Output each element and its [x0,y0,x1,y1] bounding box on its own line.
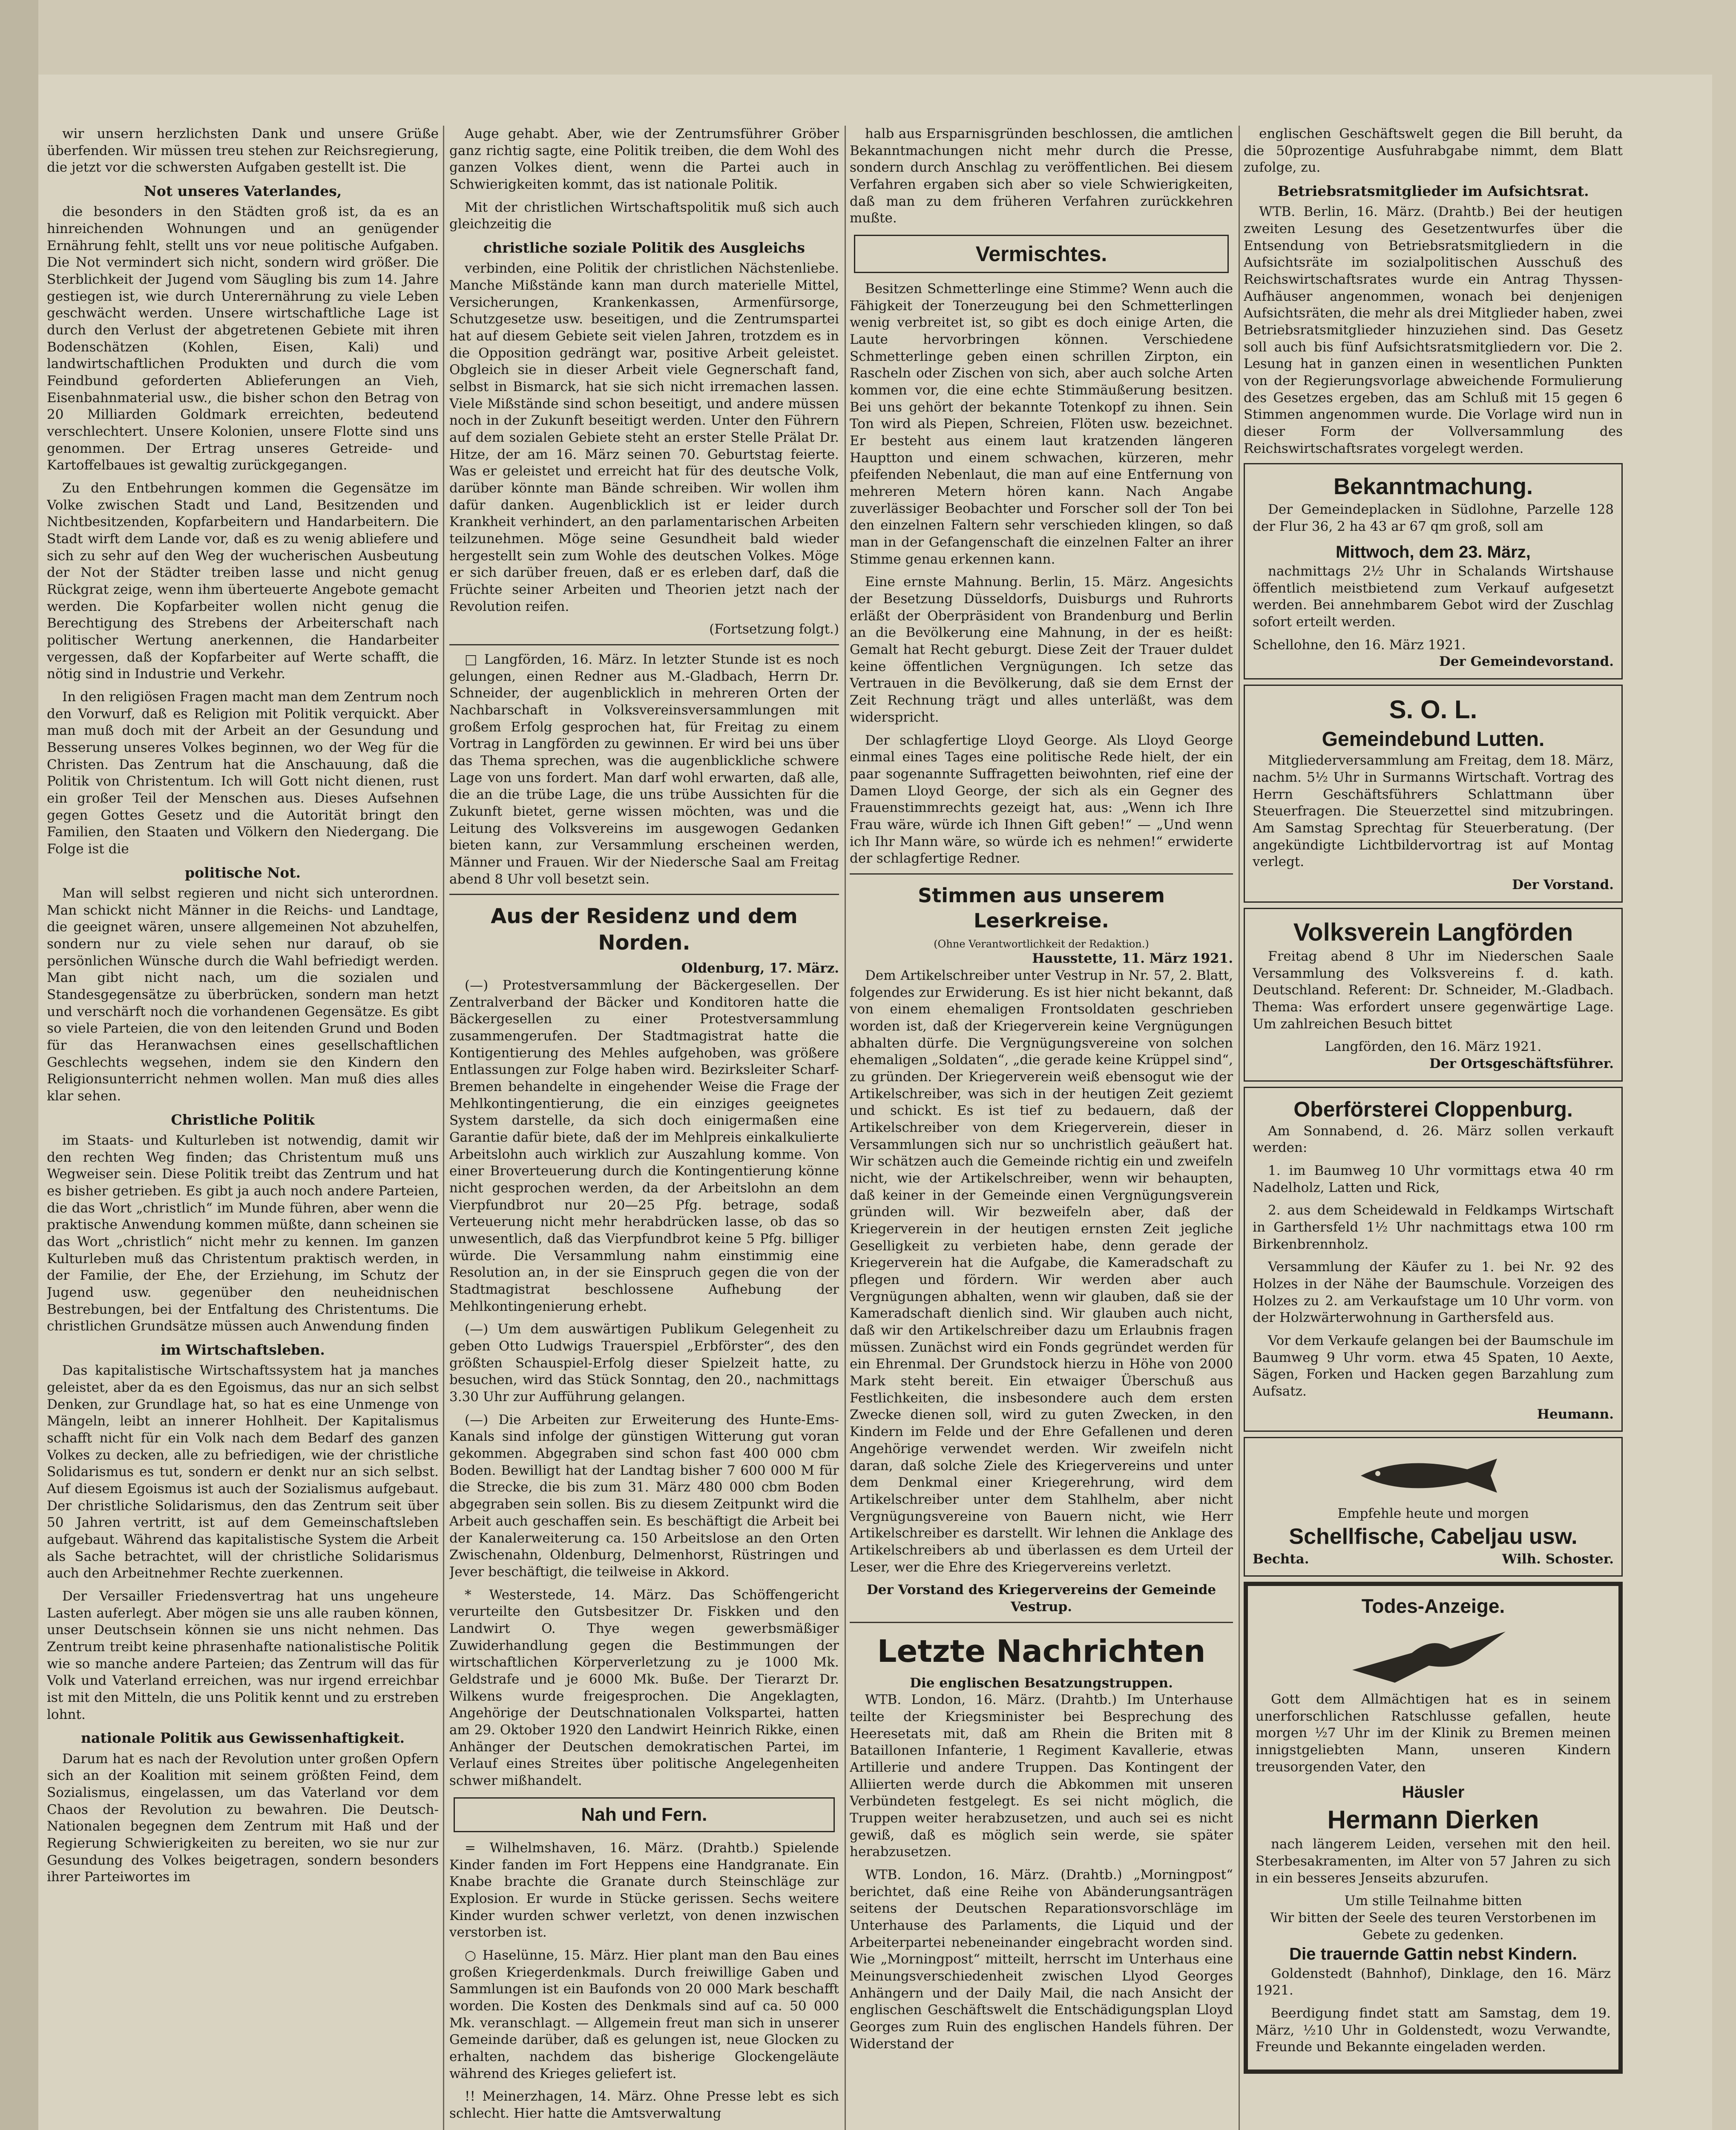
disclaimer: (Ohne Verantwortlichkeit der Redaktion.) [934,938,1149,950]
divider [850,873,1233,875]
column-4 [1244,126,1623,2130]
paragraph: Dem Artikelschreiber unter Vestrup in Nr. 57, 2. Blatt, folgendes zur Erwiderung. Es ist hier nicht bekannt, daß von einem ehemaligen Frontsoldaten geschrieben worden ist, daß der Kriegerverein keine Vergnügungen abhalten dürfe. Die Vergnügungsvereine von solchen ehemaligen „Soldaten“, „die gerade keine Krüppel sind“, zu gründen. Der Kriegerverein weiß ebensogut wie der Artikelschreiber, was sich in der heutigen Zeit geziemt und schickt. Es ist tief zu bedauern, daß der Artikelschreiber von dem Kriegerverein, dieser in Versammlungen sich nur so unchristlich geäußert hat. Wir schätzen auch die Gemeinde richtig ein und zweifeln nicht, wie der Artikelschreiber, wenn wir behaupten, daß keiner in der Gemeinde einen Vergnügungsverein gründen will. Wir bezweifeln aber, daß der Kriegerverein in der heutigen ernsten Zeit jegliche Geselligkeit zu verbieten habe, denn gerade der Kriegerverein hat die Aufgabe, die Kameradschaft zu pflegen und fördern. Wir werden aber auch Vergnügungen abhalten, wenn wir glauben, daß sie der Kameradschaft dienlich sind. Wir glauben auch nicht, daß wir den Artikelschreiber dazu um Erlaubnis fragen müssen. Zunächst wird ein Fonds gegründet werden für ein Ehrenmal. Der Grundstock hierzu in Höhe von 2000 Mark steht bereit. Ein etwaiger Überschuß aus Festlichkeiten, die insbesondere auch dem ersten Zwecke dienen soll, wird zu guten Zwecken, in den Kindern im Felde und der Ehre Gefallenen und deren Angehörige verwendet werden. Wir zweifeln nicht daran, daß solche Ziele des Kriegervereins und unter dem Denkmal einer Kriegerehrung, wird dem Artikelschreiber unter dem Stahlhelm, aber nicht Vergnügungsvereine von Bauern nicht, wie Herr Artikelschreiber es darstellt. Wir lehnen die Anklage des Artikelschreibers ab und überlassen es dem Urteil der Leser, wer die Ehre des Kriegervereins verletzt. [850,968,1233,1575]
ad-footer [1253,1551,1614,1568]
divider [449,644,839,645]
paragraph: Mit der christlichen Wirtschaftspolitik muß sich auch gleichzeitig die [449,199,839,232]
ad-title: Bekanntmachung. [1333,474,1533,500]
section-title-vermischtes: Vermischtes. [854,235,1229,273]
section-heading: politische Not. [185,864,301,881]
paragraph: englischen Geschäftswelt gegen die Bill beruht, da die 50prozentige Ausfuhrabgabe nimmt, dem Blatt zufolge, zu. [1244,126,1623,176]
paragraph: * Westerstede, 14. März. Das Schöffengericht verurteilte den Gutsbesitzer Dr. Fiskken und den Landwirt O. Thye wegen gewerbsmäßiger Zuwiderhandlung gegen die Bestimmungen der wirtschaftlichen Körperverletzung zu je 1000 Mk. Geldstrafe und je 6000 Mk. Buße. Der Tierarzt Dr. Wilkens wurde freigesprochen. Die Angeklagten, Angehörige der Deutschnationalen Volkspartei, hatten am 29. Oktober 1920 den Landwirt Heinrich Rikke, einen Anhänger der Deutschen demokratischen Partei, im Verlauf eines Streites über politische Angelegenheiten schwer mißhandelt. [449,1587,839,1788]
ad-text: nachmittags 2½ Uhr in Schalands Wirtshause öffentlich meistbietend zum Verkauf aufgesetzt werden. Bei annehmbarem Gebot wird der Zuschlag sofort erteilt werden. [1253,563,1614,630]
paragraph: ○ Haselünne, 15. März. Hier plant man den Bau eines großen Kriegerdenkmals. Durch freiwillige Gaben und Sammlungen ist ein Baufonds von 20 000 Mark beschafft worden. Die Kosten des Denkmals sind auf ca. 50 000 Mk. veranschlagt. — Allgemein freut man sich in unserer Gemeinde darüber, daß es gelungen ist, neue Glocken zu erhalten, nachdem das bisherige Glockengeläute während des Krieges geliefert ist. [449,1947,839,2081]
ad-text: Vor dem Verkaufe gelangen bei der Baumschule im Baumweg 9 Uhr vorm. etwa 45 Spaten, 10 Aexte, Sägen, Forken und Hacken gegen Barzahlung zum Aufsatz. [1253,1333,1614,1399]
newspaper-page [38,75,1712,2130]
paragraph: Auge gehabt. Aber, wie der Zentrumsführer Gröber ganz richtig sagte, eine Politik treiben, die dem Wohl des ganzen Volkes dient, wenn die Partei auch in Schwierigkeiten kommt, das ist nationale Politik. [449,126,839,193]
ad-text: nach längerem Leiden, versehen mit den heil. Sterbesakramenten, im Alter von 57 Jahren zu sich in ein besseres Jenseits abzurufen. [1256,1836,1611,1886]
continuation-note: (Fortsetzung folgt.) [709,622,839,637]
section-heading: nationale Politik aus Gewissenhaftigkeit. [81,1730,405,1747]
ad-oberfoersterei [1244,1087,1623,1432]
section-heading: christliche soziale Politik des Ausgleichs [483,239,805,256]
ad-item: 2. aus dem Scheidewald in Feldkamps Wirtschaft in Garthersfeld 1½ Uhr nachmittags etwa 100 rm Birkenbrennholz. [1253,1203,1614,1252]
column-1 [47,126,439,2130]
divider [850,1622,1233,1623]
ad-fish [1244,1437,1623,1577]
paragraph: WTB. London, 16. März. (Drahtb.) Im Unterhause teilte der Kriegsminister bei Besprechung des Heeresetats mit, daß am Rhein die Briten mit 8 Bataillonen Infanterie, 1 Regiment Kavallerie, etwas Artillerie und andere Truppen. Das Kontingent der Alliierten werde durch die Abkommen mit unseren Verbündeten festgelegt. Es sei nicht möglich, die Truppen weiter herabzusetzen, und auch sei es nicht gewiß, daß es möglich sein werde, sie später herabzusetzen. [850,1692,1233,1860]
paragraph: In den religiösen Fragen macht man dem Zentrum noch den Vorwurf, daß es Religion mit Politik verquickt. Aber man muß doch mit der Arbeit an der Gesundung und Besserung unseres Volkes beginnen, wo der Weg für die Christen. Das Zentrum hat die Anschauung, daß die Politik von Christentum. Ich will Gott nicht dienen, rust ein großer Teil der Menschen aus. Dieses Aufsehnen gegen Gottes Gesetz und die Autorität bringt den Familien, den Staaten und Völkern den Niedergang. Die Folge ist die [47,689,439,857]
ad-place: Langförden, den 16. März 1921. [1325,1039,1542,1055]
divider [449,894,839,895]
paragraph: Man will selbst regieren und nicht sich unterordnen. Man schickt nicht Männer in die Reichs- und Landtage, die geeignet wären, unsere allgemeinen Not abzuhelfen, sondern nur zu viele sehen nur darauf, ob sie persönlichen Wünsche durch die Wahl befriedigt werden. Man gibt nicht nach, um die sozialen und Standesgegensätze zu überbrücken, sondern man hetzt und verschärft noch die vorhandenen Gegensätze. Es gibt so viele Parteien, die von den leitenden Grund und Boden für das Heranwachsen eines gesellschaftlichen Geschlechts wegsehen, indem sie den Kindern den Religionsunterricht nehmen wollen. Man muß dies alles klar sehen. [47,886,439,1104]
paragraph: Zu den Entbehrungen kommen die Gegensätze im Volke zwischen Stadt und Land, Besitzenden und Nichtbesitzenden, Kopfarbeitern und Handarbeitern. Die Stadt wirft dem Lande vor, daß es zu wenig abliefere und sich zu sehr auf den Weg der wucherischen Ausbeutung der Not der Städter treiben lasse und nicht genug Rückgrat zeige, wenn ihm überteuerte Angebote gemacht werden. Die Kopfarbeiter wollen nicht genug die Berechtigung des Strebens der Arbeiterschaft nach politischer Wertung anerkennen, die Handarbeiter vergessen, daß der Kopfarbeiter auf Werte schafft, die nötig sind in Industrie und Verkehr. [47,481,439,682]
ad-gemeindebund [1244,685,1623,903]
paragraph: verbinden, eine Politik der christlichen Nächstenliebe. Manche Mißstände kann man durch materielle Mittel, Versicherungen, Krankenkassen, Armenfürsorge, Schutzgesetze usw. beseitigen, und die Zentrumspartei hat auf diesem Gebiete seit vielen Jahren, trotzdem es in die Opposition gedrängt war, positive Arbeit geleistet. Obgleich sie in dieser Arbeit viele Gegnerschaft fand, selbst in Bismarck, hat sie sich nicht irremachen lassen. Viele Mißstände sind schon beseitigt, und andere müssen noch in der Zukunft beseitigt werden. Unter den Führern auf dem sozialen Gebiete steht an erster Stelle Prälat Dr. Hitze, der am 16. März seinen 70. Geburtstag feierte. Was er geleistet und erreicht hat für des deutsche Volk, darüber könnte man Bände schreiben. Wir wollen ihm dafür danken. Augenblicklich ist er leider durch Krankheit verhindert, an den parlamentarischen Arbeiten teilzunehmen. Möge seine Gesundheit bald wieder hergestellt sein zum Wohle des deutschen Volkes. Möge er sich darüber freuen, daß er es erleben darf, daß die Früchte seiner Arbeiten und Theorien jetzt nach der Revolution reifen. [449,261,839,614]
section-title-leserkreise: Stimmen aus unserem Leserkreise. [918,884,1165,932]
paragraph: die besonders in den Städten groß ist, da es an hinreichenden Wohnungen und an genügender Ernährung fehlt, stellt uns vor neue politische Aufgaben. Die Not vermindert sich nicht, sondern wird größer. Die Sterblichkeit der Jugend vom Säugling bis zum 14. Jahre gestiegen ist, wie durch Unterernährung zu viele Leben geschwächt werden. Unsere wirtschaftliche Lage ist durch den Verlust der abgetretenen Gebiete mit ihren Bodenschätzen (Kohlen, Eisen, Kali) und landwirtschaftlichen Produkten und durch die vom Feindbund geforderten Ablieferungen an Vieh, Eisenbahnmaterial usw., die bisher schon den Betrag von 20 Milliarden Goldmark erreichten, bedeutend verschlechtert. Unsere Kolonien, unsere Flotte sind uns genommen. Der Ertrag unseres Getreide- und Kartoffelbaues ist gewaltig zurückgegangen. [47,204,439,473]
ad-text: Freitag abend 8 Uhr im Niederschen Saale Versammlung des Volksvereins f. d. kath. Deutschland. Referent: Dr. Schneider, M.-Gladbach. Thema: Was erfordert unsere gegenwärtige Lage. Um zahlreichen Besuch bittet [1253,948,1614,1032]
ad-text: Beerdigung findet statt am Samstag, dem 19. März, ½10 Uhr in Goldenstedt, wozu Verwandte, Freunde und Bekannte eingeladen werden. [1256,2005,1611,2055]
ad-title: Oberförsterei Cloppenburg. [1293,1097,1573,1121]
ad-sign: Die trauernde Gattin nebst Kindern. [1289,1945,1577,1964]
paragraph: (—) Die Arbeiten zur Erweiterung des Hunte-Ems-Kanals sind infolge der günstigen Witterung gut voran gekommen. Abgegraben sind schon fast 400 000 cbm Boden. Bewilligt hat der Landtag bisher 7 600 000 M für die Strecke, die bis zum 31. März 480 000 cbm Boden abgegraben sein sollen. Bis zu diesem Zeitpunkt wird die Arbeit auch geschaffen sein. Es beschäftigt die Arbeit bei der Kanalerweiterung ca. 150 Arbeitslose an den Orten Zwischenahn, Oldenburg, Delmenhorst, Rüstringen und Jever beschäftigt, die teilweise in Akkord. [449,1412,839,1580]
ad-sign: Der Vorstand. [1512,877,1614,892]
ad-text: Der Gemeindeplacken in Südlohne, Parzelle 128 der Flur 36, 2 ha 43 ar 67 qm groß, soll am [1253,502,1614,535]
column-rule [443,126,444,2130]
section-title-letzte-nachrichten: Letzte Nachrichten [877,1633,1206,1669]
dove-illustration [1344,1623,1523,1687]
ad-place: Schellohne, den 16. März 1921. [1253,637,1466,653]
subheading: Die englischen Besatzungstruppen. [910,1675,1173,1691]
column-3 [850,126,1233,2130]
ad-place: Bechta. [1253,1551,1309,1567]
ad-place: Goldenstedt (Bahnhof), Dinklage, den 16. März 1921. [1256,1966,1611,1998]
ad-todesanzeige [1244,1582,1623,2074]
ad-text: Empfehle heute und morgen [1337,1506,1529,1522]
ad-text: Am Sonnabend, d. 26. März sollen verkauft werden: [1253,1123,1614,1156]
ad-volksverein [1244,908,1623,1082]
ad-title: Todes-Anzeige. [1361,1595,1505,1618]
paragraph: Darum hat es nach der Revolution unter großen Opfern sich an der Koalition mit seinem größten Feind, dem Sozialismus, eingelassen, um das Vaterland vor dem Chaos der Revolution zu bewahren. Die Deutsch-Nationalen begegnen dem Zentrum mit Haß und der Regierung Schwierigkeiten zu bereiten, wo sie nur zur Gesundung des Volkes beigetragen, sondern besonders ihrer Parteiwortes im [47,1751,439,1885]
neighbor-page-spine [0,0,38,2130]
ad-text: Gott dem Allmächtigen hat es in seinem unerforschlichen Ratschlusse gefallen, heute morgen ½7 Uhr im der Klinik zu Bremen meinen innigstgeliebten Mann, unseren Kindern treusorgenden Vater, den [1256,1692,1611,1775]
paragraph: Eine ernste Mahnung. Berlin, 15. März. Angesichts der Besetzung Düsseldorfs, Duisburgs und Ruhrorts erläßt der Oberpräsident von Brandenburg und Berlin an die Bevölkerung eine Mahnung, in der es heißt: Gemalt hat Recht geburgt. Diese Zeit der Trauer duldet keine öffentlichen Vergnügungen. Ich setze das Vertrauen in die Bevölkerung, daß sie dem Ernst der Zeit Rechnung trägt und alles unterläßt, was dem widerspricht. [850,574,1233,725]
paragraph: WTB. Berlin, 16. März. (Drahtb.) Bei der heutigen zweiten Lesung des Gesetzentwurfes über die Entsendung von Betriebsratsmitgliedern in die Aufsichtsräte im sozialpolitischen Ausschuß des Reichswirtschaftsrates wurde ein Antrag Thyssen-Aufhäuser angenommen, wonach bei denjenigen Aufsichtsräten, die mehr als drei Mitglieder haben, zwei Betriebsratsmitglieder hinzuziehen sind. Das Gesetz soll auch bis fünf Aufsichtsratsmitgliedern vor. Die 2. Lesung hat in ganzen einen in wesentlichen Punkten von der Regierungsvorlage abweichende Formulierung des Gesetzes ergeben, das am Schluß mit 15 gegen 6 Stimmen angenommen wurde. Die Vorlage wird nun in dieser Form der Vollversammlung des Reichswirtschaftsrates vorgelegt werden. [1244,204,1623,456]
section-heading: im Wirtschaftsleben. [161,1341,325,1359]
ad-text: Wir bitten der Seele des teuren Verstorbenen im Gebete zu gedenken. [1270,1910,1596,1943]
paragraph: □ Langförden, 16. März. In letzter Stunde ist es noch gelungen, einen Redner aus M.-Gladbach, Herrn Dr. Schneider, der augenblicklich in mehreren Orten der Nachbarschaft in Volksvereinsversammlungen mit großem Erfolg gesprochen hat, für Freitag zu einem Vortrag in Langförden zu gewinnen. Er wird bei uns über das Thema sprechen, was die augenblickliche schwere Lage von uns fordert. Man darf wohl erwarten, daß alle, die an die trübe Lage, die uns trübe Aussichten für die Zukunft bietet, gerne wissen möchten, was und die Leitung des Volksvereins im ausgewogen Gedanken bieten kann, zur Versammlung erscheinen werden, Männer und Frauen. Wir der Niedersche Saal am Freitag abend 8 Uhr voll besetzt sein. [449,652,839,887]
ad-item: 1. im Baumweg 10 Uhr vormittags etwa 40 rm Nadelholz, Latten und Rick, [1253,1163,1614,1195]
paragraph: Besitzen Schmetterlinge eine Stimme? Wenn auch die Fähigkeit der Tonerzeugung bei den Schmetterlingen wenig verbreitet ist, so gibt es doch einige Arten, die Laute hervorbringen können. Verschiedene Schmetterlinge geben einen schrillen Zirpton, ein Rascheln oder Zischen von sich, aber auch solche Arten kommen vor, die eine echte Stimmäußerung besitzen. Bei uns gehört der bekannte Totenkopf zu ihnen. Sein Ton wird als Piepen, Schreien, Flöten usw. bezeichnet. Er besteht aus einem laut kratzenden längeren Hauptton und einem schwachen, kürzeren, mehr pfeifenden Nebenlaut, die man auf eine Entfernung von mehreren Metern hören kann. Nach Angabe zuverlässiger Beobachter und Forscher soll der Ton bei den einzelnen Faltern sehr verschieden klingen, so daß man in der Gefangenschaft die einzelnen Falter an ihrer Stimme genau erkennen kann. [850,281,1233,567]
section-title-residenz: Aus der Residenz und dem Norden. [491,904,798,955]
ad-label: Häusler [1402,1783,1465,1802]
fish-illustration [1352,1450,1514,1501]
column-rule [1239,126,1240,2130]
ad-title: Gemeindebund Lutten. [1322,728,1545,751]
paragraph: im Staats- und Kulturleben ist notwendig, damit wir den rechten Weg finden; das Christentum muß uns Wegweiser sein. Diese Politik treibt das Zentrum und hat es bisher getrieben. Es gibt ja auch noch andere Parteien, die das Wort „christlich“ im Munde führen, aber wenn die praktische Anwendung kommen müßte, dann scheinen sie das Wort „christlich“ nicht mehr zu kennen. Im ganzen Kulturleben muß das Christentum praktisch werden, in der Familie, der Ehe, der Erziehung, im Schutz der Jugend usw. gegenüber den neuheidnischen Bestrebungen, bei der Entfaltung des Christentums. Die christlichen Grundsätze müssen auch Anwendung finden [47,1132,439,1334]
ad-title: Schellfische, Cabeljau usw. [1289,1524,1578,1549]
paragraph: wir unsern herzlichsten Dank und unsere Grüße überfenden. Wir müssen treu stehen zur Reichsregierung, die jetzt vor die schwersten Aufgaben gestellt ist. Die [47,126,439,176]
dateline: Oldenburg, 17. März. [681,961,839,976]
paragraph: = Wilhelmshaven, 16. März. (Drahtb.) Spielende Kinder fanden im Fort Heppens eine Handgranate. Ein Knabe brachte die Granate durch Steinschläge zur Explosion. Er wurde in Stücke gerissen. Sechs weitere Kinder wurden schwer verletzt, von denen inzwischen verstorben ist. [449,1840,839,1940]
ad-text: Mitgliederversammlung am Freitag, dem 18. März, nachm. 5½ Uhr in Surmanns Wirtschaft. Vortrag des Herrn Geschäftsführers Schlattmann über Steuerfragen. Die Steuerzettel sind mitzubringen. Am Samstag Sprechtag für Steuerberatung. (Der angekündigte Lichtbildervortrag ist auf Montag verlegt. [1253,753,1614,870]
section-heading: Christliche Politik [171,1111,315,1128]
column-rule [845,126,846,2130]
paragraph: WTB. London, 16. März. (Drahtb.) „Morningpost“ berichtet, daß eine Reihe von Abänderungsanträgen seitens der Deutschen Reparationsvorschläge im Unterhause des Parlaments, die Liquid und der Arbeiterpartei nebeneinander eingebracht worden sind. Wie „Morningpost“ mitteilt, herrscht im Unterhaus eine Meinungsverschiedenheit zwischen Llyod Georges Anhängern und der Daily Mail, die nach Ansicht der englischen Geschäftswelt die Entschädigungsplan Lloyd Georges zum Ruin des englischen Handels führen. Der Widerstand der [850,1867,1233,2052]
ad-sign: Wilh. Schoster. [1502,1551,1614,1567]
dateline: Hausstette, 11. März 1921. [1032,951,1233,967]
section-title-nah-und-fern: Nah und Fern. [454,1797,835,1832]
ad-name: Hermann Dierken [1327,1805,1539,1834]
paragraph: (—) Protestversammlung der Bäckergesellen. Der Zentralverband der Bäcker und Konditoren hatte die Bäckergesellen zu einer Protestversammlung zusammengerufen. Der Stadtmagistrat hatte die Kontigentierung des Mehles aufgehoben, was größere Entlassungen zur Folge haben wird. Bezirksleiter Scharf-Bremen behandelte in eingehender Weise die Frage der Mehlkontingentierung, die ein einziges geeignetes System darstelle, da sich doch einigermaßen eine Garantie dafür biete, daß der im Mehlpreis einkalkulierte Arbeitslohn auch wirklich zur Auszahlung komme. Von einer Broverteuerung durch die Kontingentierung könne nicht gesprochen werden, da der Arbeitslohn an dem Vierpfundbrot nur 20—25 Pfg. betrage, sodaß Verteuerung nicht mehr herabdrücken lasse, ob das so unwesentlich, daß das Vierpfundbrot keine 5 Pfg. billiger würde. Die Versammlung nahm einstimmig eine Resolution an, in der sie Einspruch gegen die von der Stadtmagistrat beschlossene Aufhebung der Mehlkontingenierung erhebt. [449,978,839,1314]
paragraph: Das kapitalistische Wirtschaftssystem hat ja manches geleistet, aber da es den Egoismus, das nur an sich selbst Denken, zur Grundlage hat, so hat es eine Unmenge von Mängeln, leibt an innerer Hohlheit. Der Kapitalismus schafft nicht für ein Volk nach dem Bedarf des ganzen Volkes zu decken, alle zu befriedigen, wie der christliche Solidarismus es tut, sondern er denkt nur an sich selbst. Auf diesem Egoismus ist auch der Sozialismus aufgebaut. Der christliche Solidarismus, den das Zentrum seit über 50 Jahren vertritt, ist auf dem Gemeinschaftsleben aufgebaut. Während das kapitalistische System die Arbeit als Sache betrachtet, will der christliche Solidarismus auch den Arbeitnehmer Rechte zuerkennen. [47,1363,439,1581]
paragraph: !! Meinerzhagen, 14. März. Ohne Presse lebt es sich schlecht. Hier hatte die Amtsverwaltung [449,2089,839,2121]
ad-text: Versammlung der Käufer zu 1. bei Nr. 92 des Holzes in der Nähe der Baumschule. Vorzeigen des Holzes zu 2. am Verkaufstage um 10 Uhr vorm. von der Holzwärterwohnung in Garthersfeld aus. [1253,1259,1614,1326]
ad-date: Mittwoch, dem 23. März, [1336,542,1531,561]
column-2 [449,126,839,2130]
ad-sign: Heumann. [1537,1406,1614,1422]
ad-sign: Der Ortsgeschäftsführer. [1429,1056,1614,1071]
ad-text: Um stille Teilnahme bitten [1344,1893,1522,1909]
section-heading: Betriebsratsmitglieder im Aufsichtsrat. [1277,183,1589,200]
signature: Der Vorstand des Kriegervereins der Gemeinde Vestrup. [866,1582,1216,1615]
paragraph: (—) Um dem auswärtigen Publikum Gelegenheit zu geben Otto Ludwigs Trauerspiel „Erbförster“, des den größten Schauspiel-Erfolg dieser Spielzeit hatte, zu besuchen, wird das Stück Sonntag, den 20., nachmittags 3.30 Uhr zur Aufführung gelangen. [449,1321,839,1405]
paragraph: Der schlagfertige Lloyd George. Als Lloyd George einmal eines Tages eine politische Rede hielt, der ein paar sogenannte Suffragetten beiwohnten, rief eine der Damen Lloyd George, der sich als ein Gegner des Frauenstimmrechts gezeigt hat, aus: „Wenn ich Ihre Frau wäre, würde ich Ihnen Gift geben!“ — „Und wenn ich Ihr Mann wäre, so würde ich es nehmen!“ erwiderte der schlagfertige Redner. [850,732,1233,866]
ad-bekanntmachung [1244,463,1623,679]
section-heading: Not unseres Vaterlandes, [144,183,342,200]
ad-sign: Der Gemeindevorstand. [1439,654,1614,670]
ad-title: S. O. L. [1389,695,1477,724]
paragraph: halb aus Ersparnisgründen beschlossen, die amtlichen Bekanntmachungen nicht mehr durch die Presse, sondern durch Anschlag zu veröffentlichen. Bei diesem Verfahren ergaben sich aber so viele Schwierigkeiten, daß man zu dem früheren Verfahren zurückkehren mußte. [850,126,1233,226]
ad-title: Volksverein Langförden [1293,918,1573,946]
paragraph: Der Versailler Friedensvertrag hat uns ungeheure Lasten auferlegt. Aber mögen sie uns alle rauben können, unser Deutschsein können sie uns nicht nehmen. Das Zentrum treibt keine phrasenhafte nationalistische Politik wie so manche andere Parteien; das Zentrum will das für Volk und Vaterland erreichen, was nur irgend erreichbar ist mit den Mitteln, die uns Politik kennt und zu erstreben lohnt. [47,1589,439,1722]
